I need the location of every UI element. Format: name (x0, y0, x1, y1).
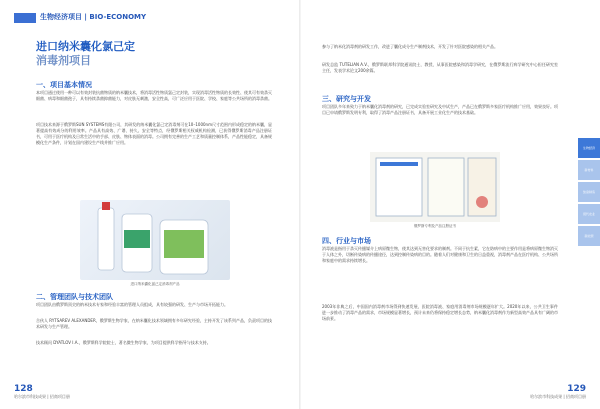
paragraph-intro: 本项目通过使用一种可以有效封装抗菌物质的纳米囊技术，将消毒活性物质氯己定封装，实现消毒活性物质的长效性、使其可有效杀灭细菌、病毒和细菌孢子，具有持续杀菌抑菌能力，对皮肤无刺激，安全性高，可广泛应用于医院、学校、家庭等公共场所的消毒杀菌。 (36, 90, 272, 102)
section-heading-market: 四、行业与市场 (322, 237, 371, 245)
bottle-medium-label (124, 230, 150, 248)
side-tab-agriculture[interactable]: 现代农业 (578, 204, 600, 224)
left-footer-org: 哈尔滨市科技成果 | 招商项目册 (14, 394, 70, 399)
side-tab-nav (578, 138, 600, 248)
paragraph-research: 项目团队多年来致力于纳米囊化消毒剂的研究，已完成实验室研究及中试生产，产品已在俄罗斯多家医疗机构推广应用，效果良好。项目已申请俄罗斯发明专利，取得了消毒产品注册证书，具备开展工业化生产的技术基础。 (322, 104, 558, 116)
side-tab-energy[interactable]: 新能源 (578, 226, 600, 246)
page-header (14, 10, 294, 26)
canister-label (164, 230, 204, 258)
right-page (300, 0, 600, 409)
certificates-illustration (370, 152, 500, 222)
project-subtitle: 消毒剂项目 (36, 54, 91, 67)
certificate-left-header (380, 162, 418, 166)
paragraph-advisor: 技术顾问 DYATLOV I.A.，俄罗斯科学院院士，著名微生物学家，为项目提供科学指导与技术支持。 (36, 340, 211, 345)
product-image-caption: 进口纳米囊化氯己定消毒剂产品 (130, 282, 180, 286)
left-page-number: 128 (14, 384, 33, 394)
bottle-small (98, 208, 114, 270)
certificate-image (370, 152, 500, 222)
bottle-small-cap (102, 202, 110, 210)
paragraph-team-overview: 项目团队由俄罗斯顶尖的纳米技术专家和经验丰富的管理人员组成，具有较强的研发、生产与市场开拓能力。 (36, 302, 228, 307)
paragraph-market-overview: 消毒液是指用于杀灭传播媒介上病原微生物，使其达到无害化要求的制剂。不同于抗生素，它在防病中的主要作用是将病原微生物消灭于人体之外，切断传染病的传播途径，达到控制传染病的目的。随着人们对健康和卫生的日益重视，消毒剂产品在医疗机构、公共场所和家庭中的需求持续增长。 (322, 246, 558, 264)
side-tab-materials[interactable]: 新材料 (578, 160, 600, 180)
paragraph-rd-cont: 参与了纳米化消毒剂的研发工作，改进了囊化成分生产制剂技术，开发了针对医院感染的相关产品。 (322, 44, 498, 49)
project-title: 进口纳米囊化氯己定 (36, 40, 135, 53)
section-heading-team: 二、管理团队与技术团队 (36, 293, 113, 301)
side-tab-equipment[interactable]: 装备制造 (578, 182, 600, 202)
product-bottles-image (80, 200, 230, 280)
right-page-number: 129 (567, 384, 586, 394)
paragraph-market-growth: 2003年非典之后，中国国内消毒剂市场得到快速发展，医院消毒液、家庭用消毒剂市场规模逐年扩大。2020年以来，公共卫生事件进一步推动了消毒产品的需求，市场规模显著增长，预计未来仍将保持稳定增长态势，纳米囊化消毒剂作为新型高效产品具有广阔的市场前景。 (322, 304, 558, 322)
certificate-middle (428, 158, 464, 216)
side-tab-bioeconomy[interactable]: 生物经济 (578, 138, 600, 158)
bottles-illustration (80, 200, 230, 280)
section-heading-basic-info: 一、项目基本情况 (36, 81, 92, 89)
header-label: 生物经济项目 | BIO-ECONOMY (40, 13, 147, 21)
paragraph-partner: 合伙人 RYTSAREV ALEXANDER，俄罗斯生物学家，在纳米囊化技术领域拥有多年研究经验，主持开发了该系列产品，负责项目的技术研发与生产管理。 (36, 318, 272, 330)
left-footer (14, 384, 70, 400)
paragraph-technology: 项目技术来源于俄罗斯SUN SYSTEMS有限公司，其研发的纳米囊化氯己定消毒剂可在10–1000nm尺寸范围内形成稳定的纳米囊，显著提高有效成分的利用效率。产品具有高效、广谱、持久、安全等特点，经俄罗斯相关权威机构检测，已获得俄罗斯消毒产品注册证书，可用于医疗机构及日常生活中的手部、皮肤、物体表面的消毒。公司拥有完善的生产工艺和质量控制体系，产品性能稳定，具备规模化生产条件，计划在国内建设生产线并推广应用。 (36, 122, 272, 146)
header-accent-bar (14, 13, 36, 23)
paragraph-rd-director: 研发总监 TUTELIAN A.V.，俄罗斯联邦科学院通讯院士，教授，从事医院感染和消毒学研究，在俄罗斯流行病学研究中心担任研究室主任，发表学术论文200余篇。 (322, 62, 558, 74)
certificate-seal (476, 196, 488, 208)
right-footer (500, 384, 586, 400)
certificate-left (376, 158, 422, 216)
section-heading-rd: 三、研究与开发 (322, 95, 371, 103)
right-footer-org: 哈尔滨市科技成果 | 招商项目册 (530, 394, 586, 399)
certificate-caption: 俄罗斯专利及产品注册证书 (414, 224, 456, 228)
